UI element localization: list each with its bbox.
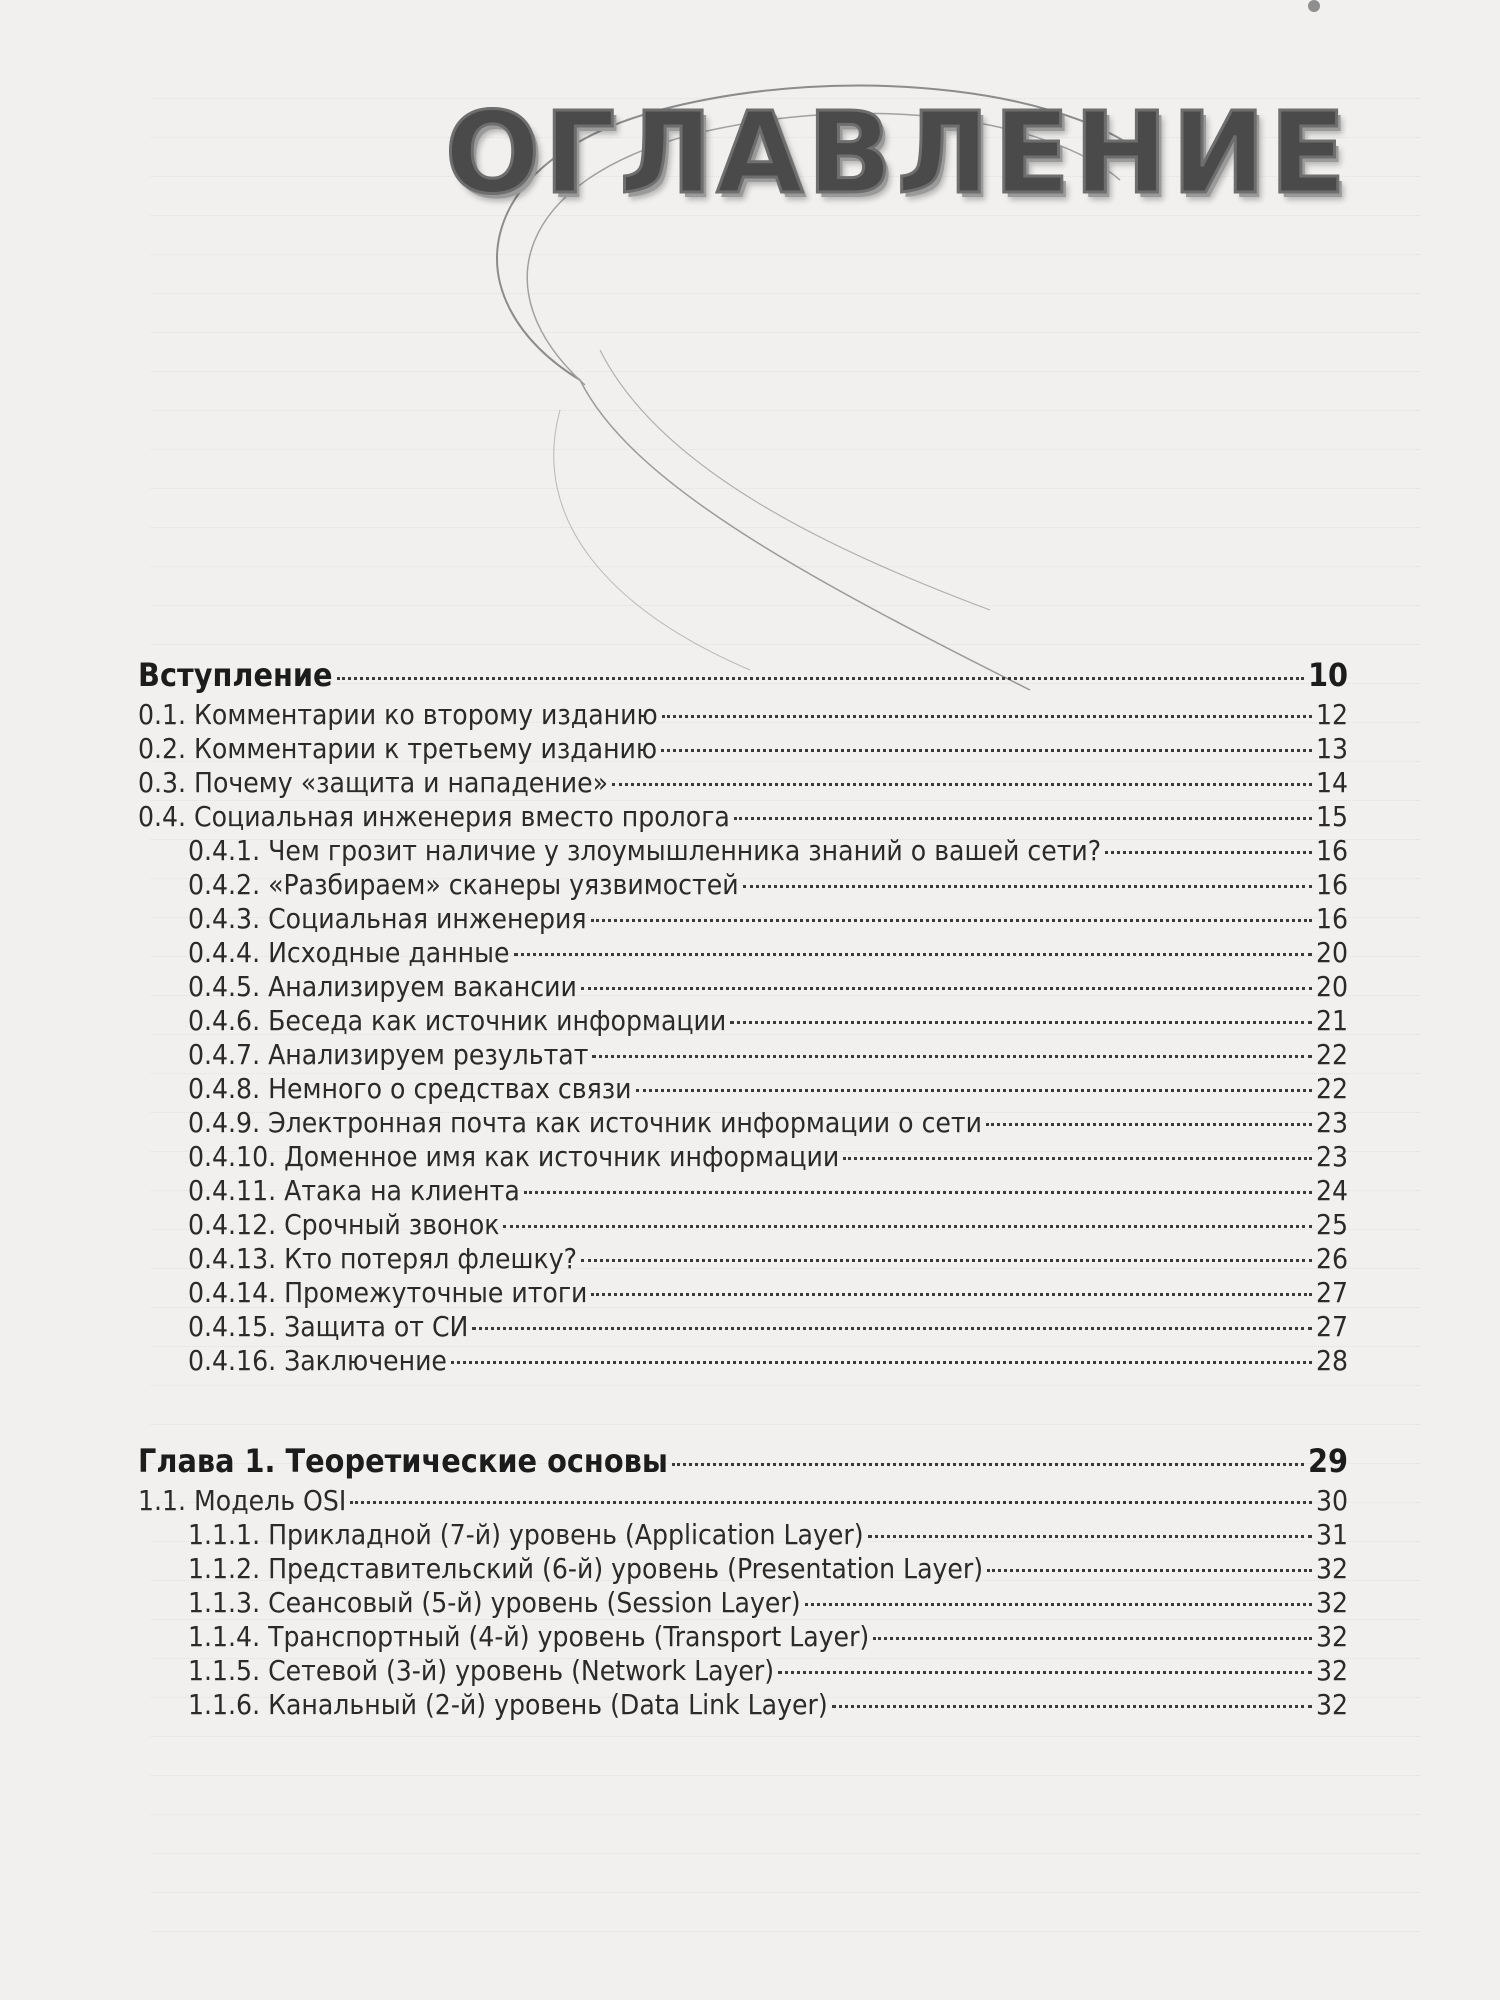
toc-subentry[interactable]: [138, 1310, 1348, 1344]
entry-title: 0.2. Комментарии к третьему изданию: [138, 732, 658, 765]
dot-leader: [524, 1191, 1312, 1194]
dot-leader: [778, 1671, 1312, 1674]
toc-subentry[interactable]: [138, 1038, 1348, 1072]
entry-title: 1.1.2. Представительский (6-й) уровень (Presentation Layer): [188, 1552, 984, 1585]
entry-title: 0.4.8. Немного о средствах связи: [188, 1072, 632, 1105]
toc-entry[interactable]: [138, 732, 1348, 766]
dot-leader: [734, 817, 1312, 820]
toc-subentry[interactable]: [138, 1276, 1348, 1310]
toc-subentry[interactable]: [138, 1106, 1348, 1140]
dot-leader: [661, 749, 1312, 752]
entry-page-number: 32: [1315, 1586, 1348, 1619]
dot-leader: [350, 1501, 1312, 1504]
dot-leader: [805, 1603, 1312, 1606]
toc-subentry[interactable]: [138, 1072, 1348, 1106]
toc-subentry[interactable]: [138, 868, 1348, 902]
entry-page-number: 27: [1315, 1276, 1348, 1309]
dot-leader: [337, 677, 1304, 680]
entry-page-number: 20: [1315, 936, 1348, 969]
entry-page-number: 22: [1315, 1072, 1348, 1105]
entry-title: 0.4.12. Срочный звонок: [188, 1208, 500, 1241]
toc-entry[interactable]: [138, 800, 1348, 834]
chapter-page-number: 29: [1307, 1442, 1348, 1480]
dot-leader: [1105, 851, 1312, 854]
table-of-contents: [138, 652, 1348, 1722]
chapter-title: Глава 1. Теоретические основы: [138, 1442, 668, 1480]
dot-leader: [843, 1157, 1312, 1160]
entry-page-number: 13: [1315, 732, 1348, 765]
entry-title: 1.1.5. Сетевой (3-й) уровень (Network Layer): [188, 1654, 775, 1687]
toc-subentry[interactable]: [138, 1174, 1348, 1208]
entry-title: 0.4.3. Социальная инженерия: [188, 902, 587, 935]
toc-subentry[interactable]: [138, 970, 1348, 1004]
entry-title: 0.4.1. Чем грозит наличие у злоумышленника знаний о вашей сети?: [188, 834, 1102, 867]
entry-title: 0.4.6. Беседа как источник информации: [188, 1004, 727, 1037]
entry-title: 1.1.6. Канальный (2-й) уровень (Data Link Layer): [188, 1688, 828, 1721]
toc-subentry[interactable]: [138, 1004, 1348, 1038]
entry-page-number: 16: [1315, 834, 1348, 867]
entry-page-number: 14: [1315, 766, 1348, 799]
toc-entry[interactable]: [138, 1484, 1348, 1518]
entry-title: 0.4.10. Доменное имя как источник информации: [188, 1140, 840, 1173]
entry-page-number: 32: [1315, 1654, 1348, 1687]
toc-subentry[interactable]: [138, 1688, 1348, 1722]
chapter-title: Вступление: [138, 656, 333, 694]
dot-leader: [873, 1637, 1312, 1640]
entry-page-number: 24: [1315, 1174, 1348, 1207]
entry-page-number: 12: [1315, 698, 1348, 731]
dot-leader: [581, 987, 1312, 990]
dot-leader: [451, 1361, 1312, 1364]
dot-leader: [592, 1055, 1312, 1058]
entry-page-number: 16: [1315, 868, 1348, 901]
entry-title: 0.4.2. «Разбираем» сканеры уязвимостей: [188, 868, 739, 901]
dot-leader: [832, 1705, 1312, 1708]
toc-chapter-1[interactable]: [138, 1442, 1348, 1484]
dot-leader: [636, 1089, 1312, 1092]
toc-subentry[interactable]: [138, 1242, 1348, 1276]
toc-subentry[interactable]: [138, 1518, 1348, 1552]
entry-page-number: 22: [1315, 1038, 1348, 1071]
toc-subentry[interactable]: [138, 1140, 1348, 1174]
entry-title: 0.4.14. Промежуточные итоги: [188, 1276, 588, 1309]
entry-title: 0.4.4. Исходные данные: [188, 936, 510, 969]
dot-leader: [503, 1225, 1311, 1228]
entry-title: 0.1. Комментарии ко второму изданию: [138, 698, 658, 731]
page-edge-mark: [1308, 0, 1320, 12]
entry-page-number: 23: [1315, 1106, 1348, 1139]
toc-subentry[interactable]: [138, 1344, 1348, 1378]
toc-subentry[interactable]: [138, 1208, 1348, 1242]
entry-page-number: 21: [1315, 1004, 1348, 1037]
entry-page-number: 15: [1315, 800, 1348, 833]
entry-title: 1.1.4. Транспортный (4-й) уровень (Transport Layer): [188, 1620, 870, 1653]
entry-page-number: 30: [1315, 1484, 1348, 1517]
dot-leader: [987, 1569, 1312, 1572]
toc-subentry[interactable]: [138, 902, 1348, 936]
toc-subentry[interactable]: [138, 1654, 1348, 1688]
dot-leader: [612, 783, 1312, 786]
toc-subentry[interactable]: [138, 1586, 1348, 1620]
dot-leader: [730, 1021, 1312, 1024]
entry-title: 0.4.11. Атака на клиента: [188, 1174, 520, 1207]
dot-leader: [672, 1463, 1304, 1466]
entry-page-number: 23: [1315, 1140, 1348, 1173]
dot-leader: [472, 1327, 1312, 1330]
toc-subentry[interactable]: [138, 834, 1348, 868]
entry-title: 0.4. Социальная инженерия вместо пролога: [138, 800, 730, 833]
dot-leader: [514, 953, 1312, 956]
chapter-page-number: 10: [1307, 656, 1348, 694]
dot-leader: [581, 1259, 1312, 1262]
entry-page-number: 32: [1315, 1688, 1348, 1721]
dot-leader: [591, 1293, 1312, 1296]
entry-title: 1.1.1. Прикладной (7-й) уровень (Application Layer): [188, 1518, 864, 1551]
entry-title: 0.4.16. Заключение: [188, 1344, 447, 1377]
toc-subentry[interactable]: [138, 1620, 1348, 1654]
entry-title: 0.3. Почему «защита и нападение»: [138, 766, 608, 799]
entry-title: 1.1. Модель OSI: [138, 1484, 347, 1517]
dot-leader: [743, 885, 1312, 888]
entry-title: 0.4.7. Анализируем результат: [188, 1038, 589, 1071]
entry-page-number: 32: [1315, 1552, 1348, 1585]
toc-subentry[interactable]: [138, 936, 1348, 970]
dot-leader: [591, 919, 1312, 922]
dot-leader: [662, 715, 1312, 718]
entry-page-number: 20: [1315, 970, 1348, 1003]
entry-title: 0.4.15. Защита от СИ: [188, 1310, 469, 1343]
toc-chapter-introduction[interactable]: [138, 656, 1348, 698]
dot-leader: [868, 1535, 1312, 1538]
entry-page-number: 16: [1315, 902, 1348, 935]
entry-page-number: 31: [1315, 1518, 1348, 1551]
entry-title: 1.1.3. Сеансовый (5-й) уровень (Session Layer): [188, 1586, 801, 1619]
entry-page-number: 27: [1315, 1310, 1348, 1343]
page-title: ОГЛАВЛЕНИЕ: [444, 89, 1350, 219]
toc-entry[interactable]: [138, 698, 1348, 732]
toc-entry[interactable]: [138, 766, 1348, 800]
entry-page-number: 25: [1315, 1208, 1348, 1241]
entry-title: 0.4.5. Анализируем вакансии: [188, 970, 577, 1003]
dot-leader: [986, 1123, 1312, 1126]
entry-title: 0.4.13. Кто потерял флешку?: [188, 1242, 578, 1275]
entry-page-number: 28: [1315, 1344, 1348, 1377]
entry-page-number: 32: [1315, 1620, 1348, 1653]
toc-subentry[interactable]: [138, 1552, 1348, 1586]
entry-page-number: 26: [1315, 1242, 1348, 1275]
entry-title: 0.4.9. Электронная почта как источник информации о сети: [188, 1106, 982, 1139]
